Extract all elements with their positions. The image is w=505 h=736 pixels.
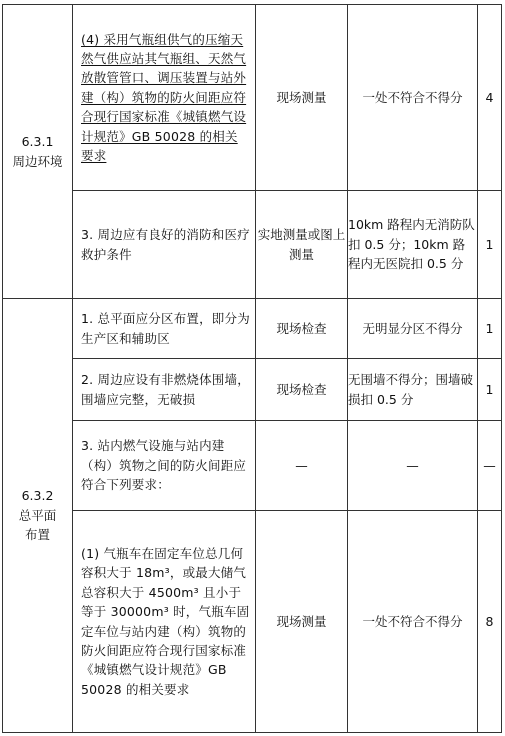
scoring-criteria: 一处不符合不得分 [348, 511, 478, 733]
section-code: 6.3.1 [21, 134, 54, 150]
section-code: 6.3.2 [21, 488, 54, 504]
score-value: — [478, 421, 502, 511]
table-row [3, 511, 502, 733]
section-6-3-2 [3, 299, 73, 733]
table-row [3, 421, 502, 511]
table-row [3, 299, 502, 359]
section-6-3-1 [3, 5, 73, 299]
scoring-criteria: 10km 路程内无消防队扣 0.5 分；10km 路程内无医院扣 0.5 分 [348, 191, 478, 299]
section-name: 总平面布置 [18, 507, 57, 543]
scoring-criteria: 无围墙不得分；围墙破损扣 0.5 分 [348, 359, 478, 421]
item-text: 2. 周边应设有非燃烧体围墙，围墙应完整，无破损 [73, 359, 256, 421]
scoring-table [2, 4, 502, 733]
score-value: 1 [478, 191, 502, 299]
check-method: 现场检查 [256, 359, 348, 421]
score-value: 1 [478, 359, 502, 421]
table-row [3, 5, 502, 191]
check-method: 现场测量 [256, 5, 348, 191]
scoring-criteria: 一处不符合不得分 [348, 5, 478, 191]
score-value: 8 [478, 511, 502, 733]
check-method: 实地测量或图上测量 [256, 191, 348, 299]
item-text [73, 5, 256, 191]
item-text: 3. 周边应有良好的消防和医疗救护条件 [73, 191, 256, 299]
item-text-underlined: (4) 采用气瓶组供气的压缩天然气供应站其气瓶组、天然气放散管管口、调压装置与站外建（构）筑物的防火间距应符合现行国家标准《城镇燃气设计规范》GB 50028 的相关要求 [81, 31, 247, 163]
table-row [3, 191, 502, 299]
check-method: 现场检查 [256, 299, 348, 359]
check-method: 现场测量 [256, 511, 348, 733]
item-text: 3. 站内燃气设施与站内建（构）筑物之间的防火间距应符合下列要求： [73, 421, 256, 511]
scoring-criteria: — [348, 421, 478, 511]
score-value: 1 [478, 299, 502, 359]
item-text: (1) 气瓶车在固定车位总几何容积大于 18m³，或最大储气总容积大于 4500m³ 且小于等于 30000m³ 时，气瓶车固定车位与站内建（构）筑物的防火间距应符合现行国家标准《城镇燃气设计规范》GB 50028 的相关要求 [73, 511, 256, 733]
item-text: 1. 总平面应分区布置，即分为生产区和辅助区 [73, 299, 256, 359]
scoring-criteria: 无明显分区不得分 [348, 299, 478, 359]
check-method: — [256, 421, 348, 511]
section-name: 周边环境 [12, 153, 63, 169]
score-value: 4 [478, 5, 502, 191]
table-row [3, 359, 502, 421]
